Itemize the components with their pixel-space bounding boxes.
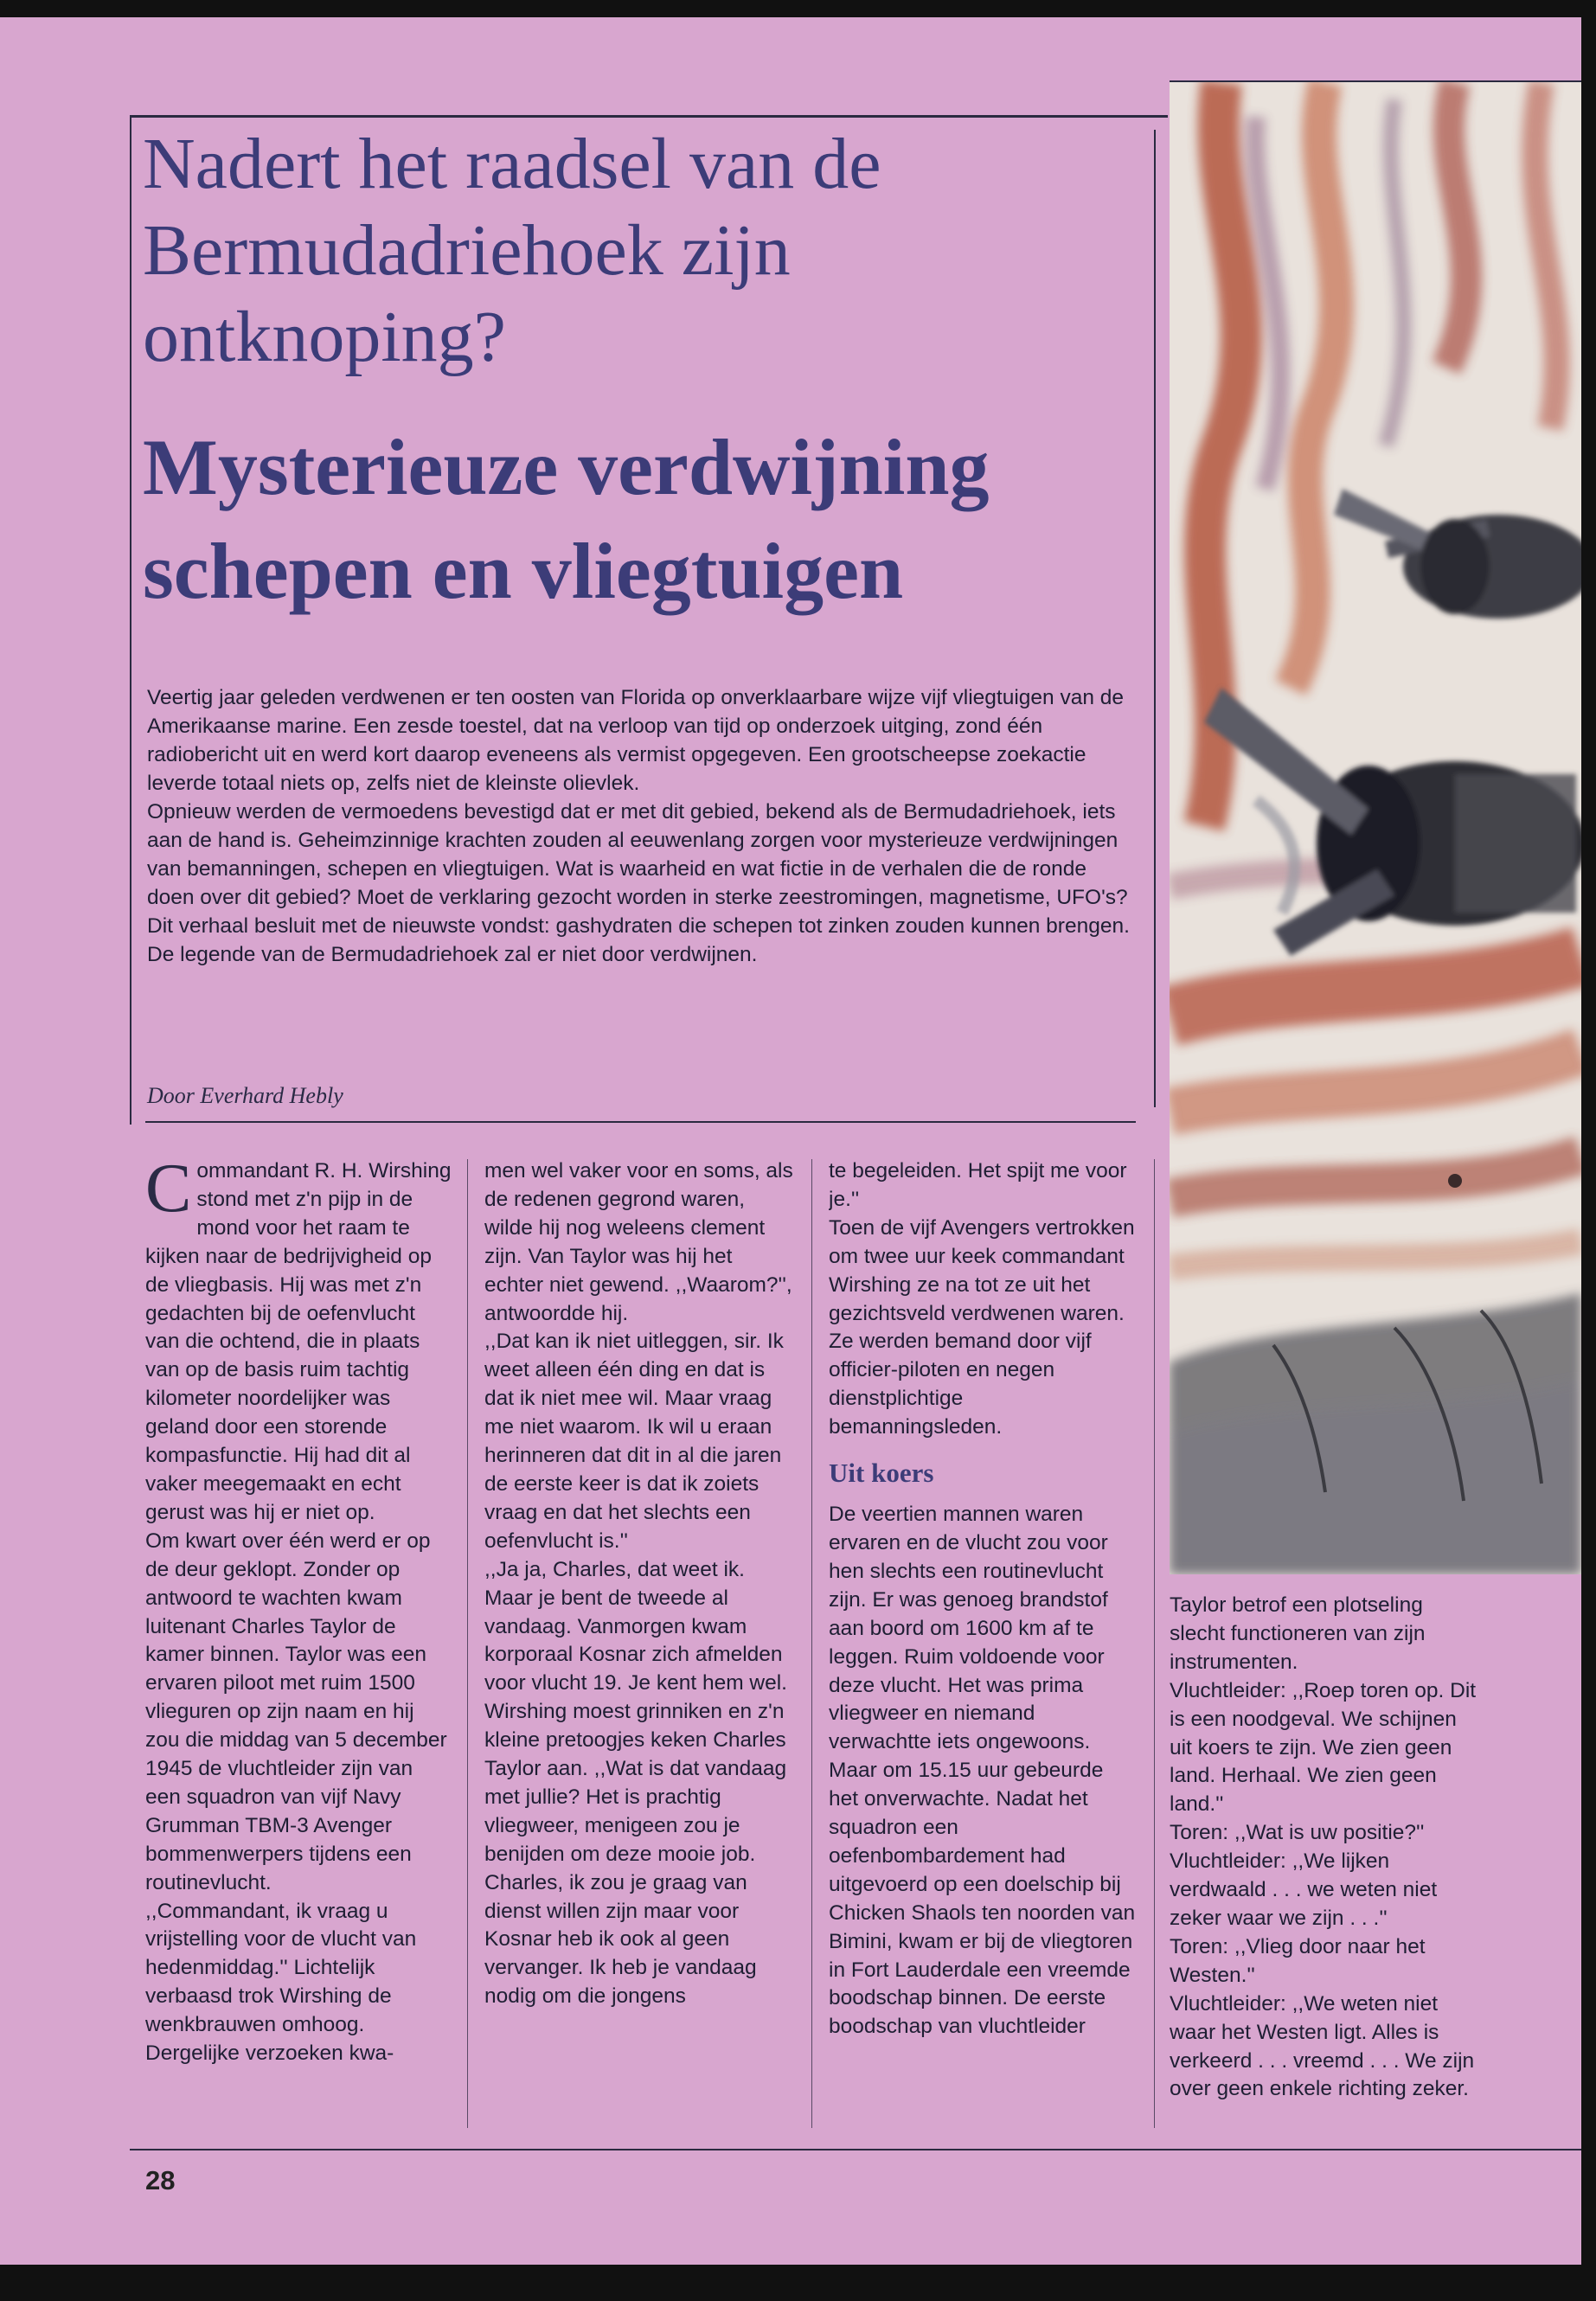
column-divider-3	[1154, 1159, 1155, 2128]
footer-rule	[130, 2149, 1581, 2150]
body-paragraph: Toren: ,,Vlieg door naar het Westen.''	[1170, 1934, 1426, 1987]
column-divider-1	[467, 1159, 468, 2128]
section-heading: Uit koers	[829, 1458, 934, 1489]
text-column-4	[1170, 1592, 1477, 2132]
text-column-2	[484, 1157, 796, 2135]
body-paragraph: ,,Dat kan ik niet uitleggen, sir. Ik weet alleen één ding en dat is dat ik niet mee wil. Maar vraag me niet waarom. Ik wil u eraan herinneren dat dit in al die jaren de eerste keer is dat ik zoiets vraag en dat het slechts een oefenvlucht is.''	[484, 1330, 784, 1553]
body-paragraph: De veertien mannen waren ervaren en de vlucht zou voor hen slechts een routinevlucht zijn. Er was genoeg brandstof aan boord om 1600 km af te leggen. Ruim voldoende voor deze vlucht. Het was prima vliegweer en niemand verwachtte iets ongewoons.	[829, 1503, 1108, 1754]
body-paragraph: te begeleiden. Het spijt me voor je.''	[829, 1159, 1127, 1211]
body-paragraph: Vluchtleider: ,,We weten niet waar het Westen ligt. Alles is verkeerd . . . vreemd . . . We zijn over geen enkele richting zeker.	[1170, 1991, 1475, 2101]
intro-paragraph: Opnieuw werden de vermoedens bevestigd dat er met dit gebied, bekend als de Bermudadriehoek, iets aan de hand is. Geheimzinnige krachten zouden al eeuwenlang zorgen voor mysterieuze verdwijningen van bemanningen, schepen en vliegtuigen. Wat is waarheid en wat fictie in de verhalen die de ronde doen over dit gebied? Moet de verklaring gezocht worden in sterke zeestromingen, magnetisme, UFO's? Dit verhaal besluit met de nieuwste vondst: gashydraten die schepen tot zinken zouden kunnen brengen. De legende van de Bermudadriehoek zal er niet door verdwijnen.	[147, 800, 1130, 966]
text-column-3	[829, 1157, 1136, 2135]
article-intro	[147, 683, 1133, 969]
article-subtitle: Mysterieuze verdwijning schepen en vliegtuigen	[143, 423, 990, 615]
frame-left-rule	[130, 115, 131, 1125]
scan-edge-right	[1581, 0, 1596, 2301]
byline-rule	[145, 1121, 1136, 1123]
body-paragraph: Taylor betrof een plotseling slecht functioneren van zijn instrumenten.	[1170, 1593, 1426, 1674]
article-title: Nadert het raadsel van de Bermudadriehoek zijn ontknoping?	[143, 124, 881, 377]
page-number: 28	[145, 2165, 176, 2195]
bomber-vortex-illustration	[1170, 82, 1581, 1574]
scan-edge-top	[0, 0, 1596, 17]
body-paragraph: Om kwart over één werd er op de deur geklopt. Zonder op antwoord te wachten kwam luitenant Charles Taylor de kamer binnen. Taylor was een ervaren piloot met ruim 1500 vlieguren op zijn naam en hij zou die middag van 5 december 1945 de vluchtleider zijn van een squadron van vijf Navy Grumman TBM-3 Avenger bommenwerpers tijdens een routinevlucht.	[145, 1529, 447, 1894]
intro-paragraph: Veertig jaar geleden verdwenen er ten oosten van Florida op onverklaarbare wijze vijf vliegtuigen van de Amerikaanse marine. Een zesde toestel, dat na verloop van tijd op onderzoek uitging, zond één radiobericht uit en werd kort daarop eveneens als vermist opgegeven. Een grootscheepse zoekactie leverde totaal niets op, zelfs niet de kleinste olievlek.	[147, 686, 1125, 795]
body-paragraph: ommandant R. H. Wirshing stond met z'n pijp in de mond voor het raam te kijken naar de bedrijvigheid op de vliegbasis. Hij was met z'n gedachten bij de oefenvlucht van die ochtend, die in plaats van op de basis ruim tachtig kilometer noordelijker was geland door een storende kompasfunctie. Hij had dit al vaker meegemaakt en echt gerust was hij er niet op.	[145, 1159, 452, 1524]
column-divider-2	[811, 1159, 812, 2128]
byline: Door Everhard Hebly	[147, 1083, 343, 1108]
body-paragraph: Maar om 15.15 uur gebeurde het onverwachte. Nadat het squadron een oefenbombardement had uitgevoerd op een doelschip bij Chicken Shaols ten noorden van Bimini, kwam er bij de vliegtoren in Fort Lauderdale een vreemde boodschap binnen. De eerste boodschap van vluchtleider	[829, 1759, 1136, 2039]
text-column-1	[145, 1157, 452, 2135]
drop-cap: C	[145, 1157, 192, 1227]
body-paragraph: Toen de vijf Avengers vertrokken om twee uur keek commandant Wirshing ze na tot ze uit het gezichtsveld verdwenen waren. Ze werden bemand door vijf officier-piloten en negen dienstplichtige bemanningsleden.	[829, 1215, 1135, 1439]
body-paragraph: men wel vaker voor en soms, als de redenen gegrond waren, wilde hij nog weleens clement zijn. Van Taylor was hij het echter niet gewend. ,,Waarom?'', antwoordde hij.	[484, 1159, 793, 1325]
scan-edge-bottom	[0, 2265, 1596, 2301]
body-paragraph: Vluchtleider: ,,Roep toren op. Dit is een noodgeval. We schijnen uit koers te zijn. We zien geen land. Herhaal. We zien geen land.''	[1170, 1678, 1477, 1817]
frame-top-rule	[130, 115, 1168, 118]
body-paragraph: ,,Ja ja, Charles, dat weet ik. Maar je bent de tweede al vandaag. Vanmorgen kwam korporaal Kosnar zich afmelden voor vlucht 19. Je kent hem wel. Wirshing moest grinniken en z'n kleine pretoogjes keken Charles Taylor aan. ,,Wat is dat vandaag met jullie? Het is prachtig vliegweer, menigeen zou je benijden om deze mooie job. Charles, ik zou je graag van dienst willen zijn maar voor Kosnar heb ik ook al geen vervanger. Ik heb je vandaag nodig om die jongens	[484, 1557, 787, 2009]
body-paragraph: Toren: ,,Wat is uw positie?''	[1170, 1821, 1425, 1845]
body-paragraph: Vluchtleider: ,,We lijken verdwaald . . . we weten niet zeker waar we zijn . . .''	[1170, 1849, 1438, 1930]
body-paragraph: ,,Commandant, ik vraag u vrijstelling voor de vlucht van hedenmiddag.'' Lichtelijk verbaasd trok Wirshing de wenkbrauwen omhoog. Dergelijke verzoeken kwa-	[145, 1899, 417, 2066]
